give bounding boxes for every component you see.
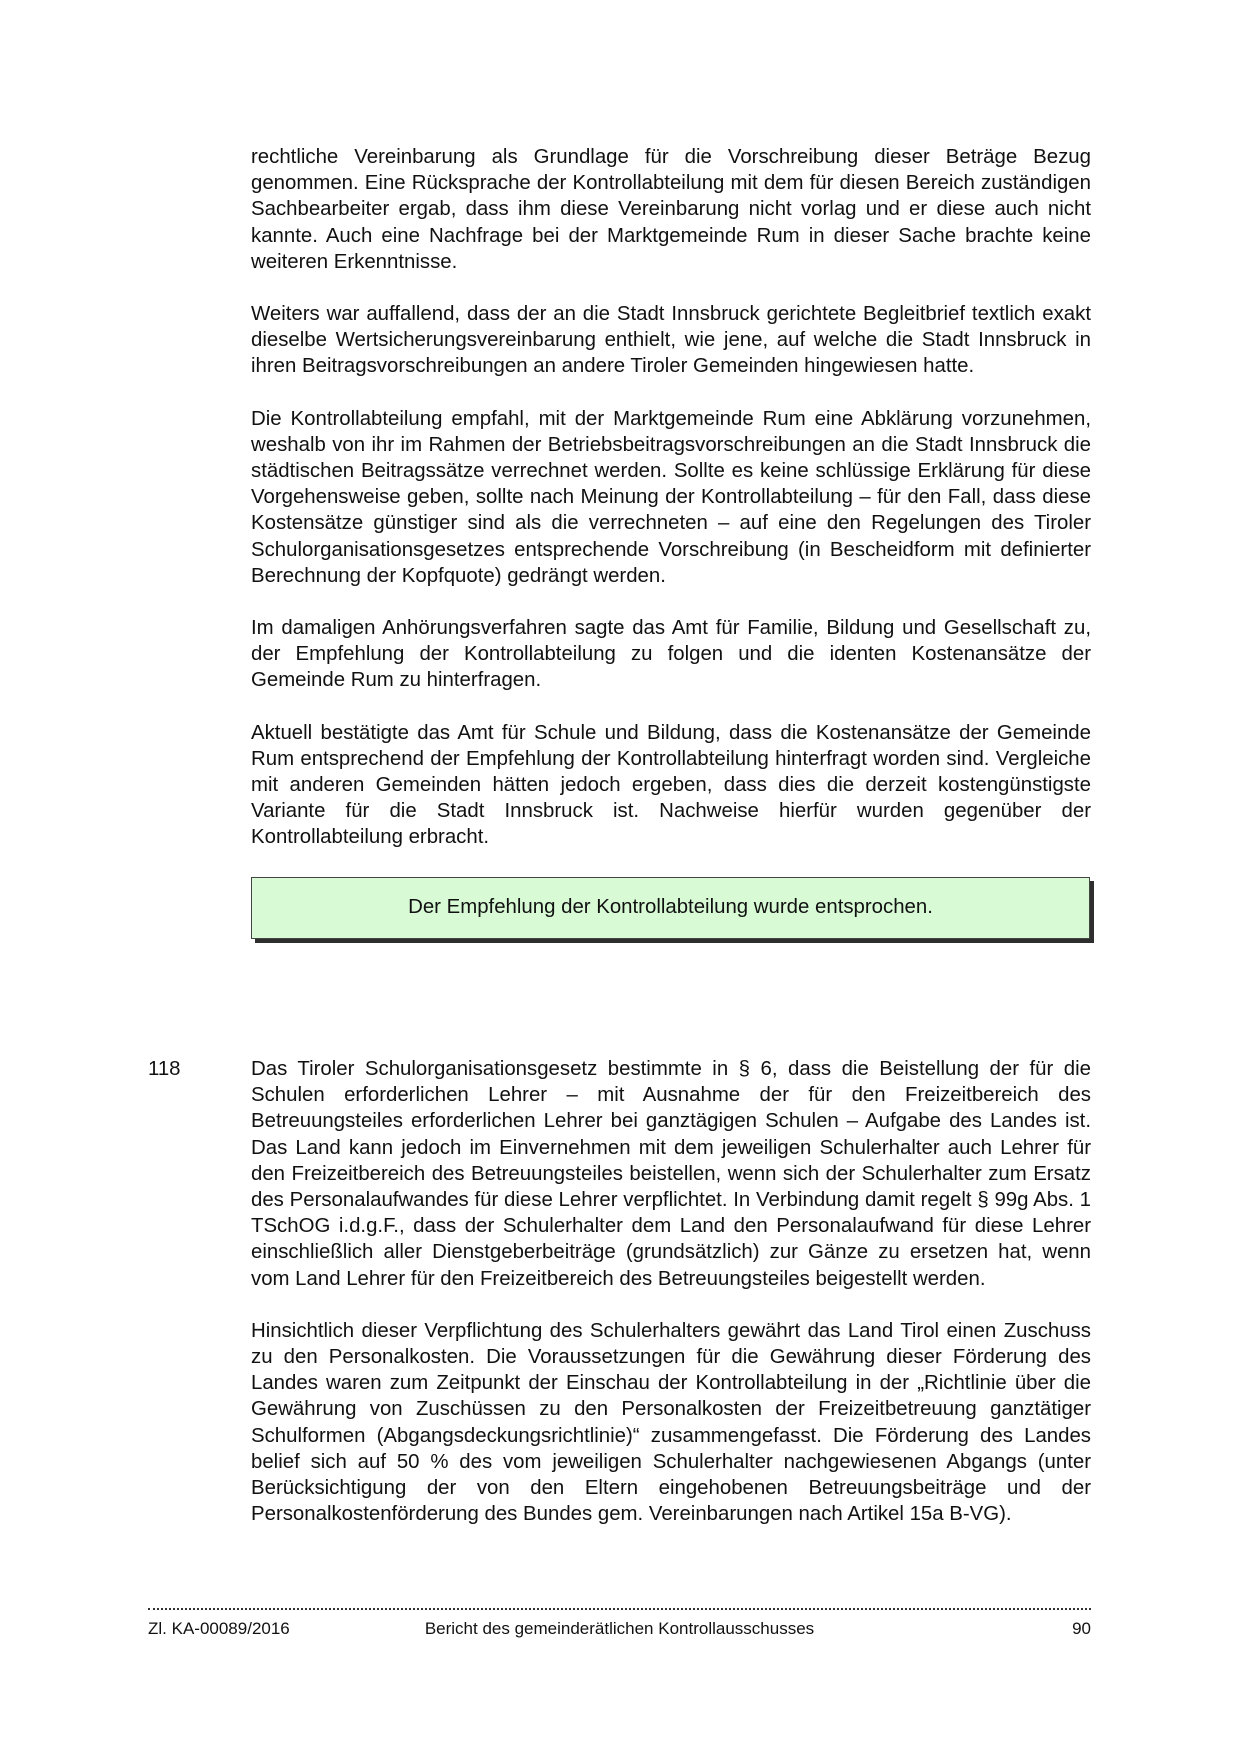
- main-content: [251, 144, 1091, 939]
- section-paragraph-1: Das Tiroler Schulorganisationsgesetz bestimmte in § 6, dass die Beistellung der für die Schulen erforderlichen Lehrer – mit Ausnahme der für den Freizeitbereich des Betreuungsteiles erforderlichen Lehrer bei ganztägigen Schulen – Aufgabe des Landes ist. Das Land kann jedoch im Einvernehmen mit dem jeweiligen Schulerhalter auch Lehrer für den Freizeitbereich des Betreuungsteiles beistellen, wenn sich der Schulerhalter zum Ersatz des Personalaufwandes für diese Lehrer verpflichtet. In Verbindung damit regelt § 99g Abs. 1 TSchOG i.d.g.F., dass der Schulerhalter dem Land den Personalaufwand für diese Lehrer einschließlich aller Dienstgeberbeiträge (grundsätzlich) zur Gänze zu ersetzen hat, wenn vom Land Lehrer für den Freizeitbereich des Betreuungsteiles beigestellt werden.: [251, 1058, 1091, 1290]
- page-number: 90: [1072, 1619, 1091, 1638]
- paragraph-5: Aktuell bestätigte das Amt für Schule und Bildung, dass die Kostenansätze der Gemeinde Rum entsprechend der Empfehlung der Kontrollabteilung hinterfragt worden sind. Vergleiche mit anderen Gemeinden hätten jedoch ergeben, dass dies die derzeit kostengünstigste Variante für die Stadt Innsbruck ist. Nachweise hierfür wurden gegenüber der Kontrollabteilung erbracht.: [251, 721, 1091, 849]
- paragraph-1: rechtliche Vereinbarung als Grundlage für die Vorschreibung dieser Beträge Bezug genommen. Eine Rücksprache der Kontrollabteilung mit dem für diesen Bereich zuständigen Sachbearbeiter ergab, dass ihm diese Vereinbarung nicht vorlag und er diese auch nicht kannte. Auch eine Nachfrage bei der Marktgemeinde Rum in dieser Sache brachte keine weiteren Erkenntnisse.: [251, 146, 1091, 273]
- page-footer: [148, 1608, 1091, 1643]
- section-number: 118: [148, 1058, 181, 1080]
- paragraph-3: Die Kontrollabteilung empfahl, mit der Marktgemeinde Rum eine Abklärung vorzunehmen, weshalb von ihr im Rahmen der Betriebsbeitragsvorschreibungen an die Stadt Innsbruck die städtischen Beitragssätze verrechnet werden. Sollte es keine schlüssige Erklärung für diese Vorgehensweise geben, sollte nach Meinung der Kontrollabteilung – für den Fall, dass diese Kostensätze günstiger sind als die verrechneten – auf eine den Regelungen des Tiroler Schulorganisationsgesetzes entsprechende Vorschreibung (in Bescheidform mit definierter Berechnung der Kopfquote) gedrängt werden.: [251, 407, 1091, 587]
- callout-text: Der Empfehlung der Kontrollabteilung wurde entsprochen.: [408, 896, 933, 919]
- footer-divider: [148, 1608, 1091, 1610]
- paragraph-2: Weiters war auffallend, dass der an die Stadt Innsbruck gerichtete Begleitbrief textlich exakt dieselbe Wertsicherungsvereinbarung enthielt, wie jene, auf welche die Stadt Innsbruck in ihren Beitragsvorschreibungen an andere Tiroler Gemeinden hingewiesen hatte.: [251, 303, 1091, 378]
- footer-title: Bericht des gemeinderätlichen Kontrollausschusses: [424, 1619, 815, 1638]
- footer-row: [148, 1619, 1091, 1643]
- footer-reference: Zl. KA-00089/2016: [148, 1619, 290, 1638]
- recommendation-callout: [251, 877, 1090, 939]
- section-body: [251, 1056, 1091, 1553]
- section-paragraph-2: Hinsichtlich dieser Verpflichtung des Schulerhalters gewährt das Land Tirol einen Zuschuss zu den Personalkosten. Die Voraussetzungen für die Gewährung dieser Förderung des Landes waren zum Zeitpunkt der Einschau der Kontrollabteilung in der „Richtlinie über die Gewährung von Zuschüssen zu den Personalkosten der Freizeitbetreuung ganztätiger Schulformen (Abgangsdeckungsrichtlinie)“ zusammengefasst. Die Förderung des Landes belief sich auf 50 % des vom jeweiligen Schulerhalter nachgewiesenen Abgangs (unter Berücksichtigung der von den Eltern eingehobenen Betreuungsbeiträge und der Personalkostenförderung des Bundes gem. Vereinbarungen nach Artikel 15a B-VG).: [251, 1319, 1091, 1526]
- paragraph-4: Im damaligen Anhörungsverfahren sagte das Amt für Familie, Bildung und Gesellschaft zu, der Empfehlung der Kontrollabteilung zu folgen und die identen Kostenansätze der Gemeinde Rum zu hinterfragen.: [251, 617, 1091, 692]
